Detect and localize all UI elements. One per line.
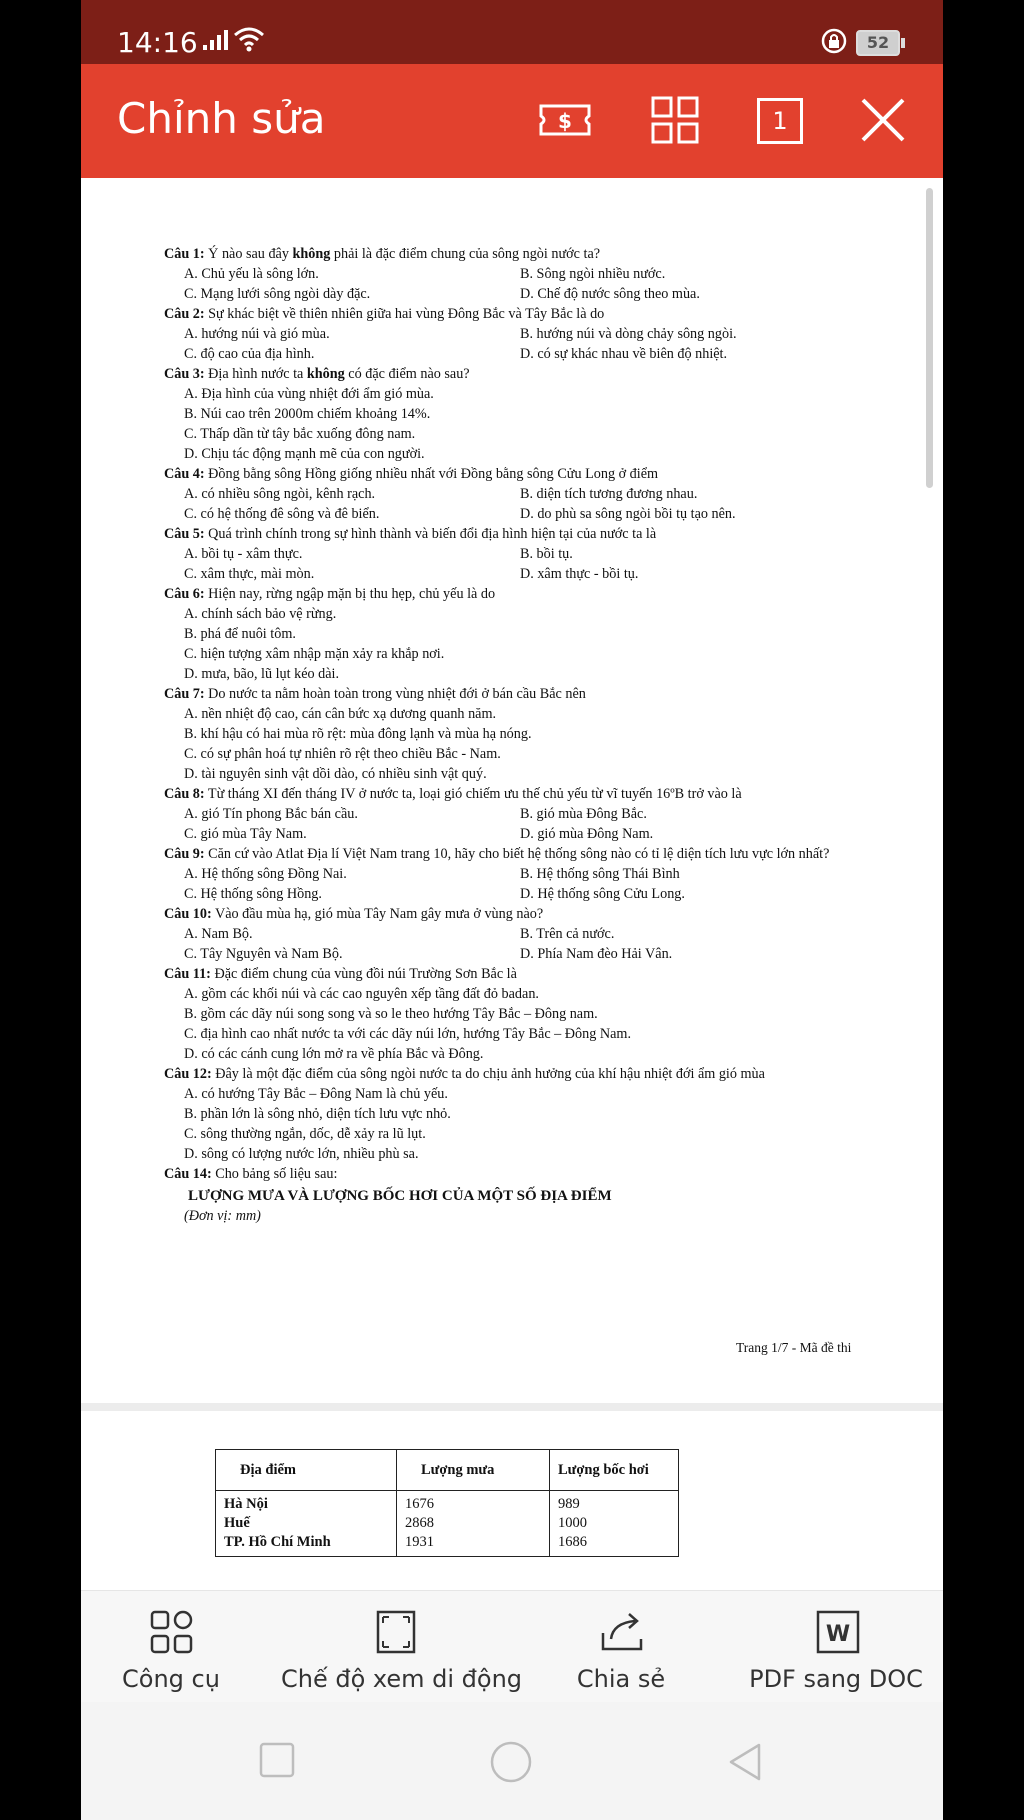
answer-row [164, 404, 876, 424]
answer-row [164, 484, 876, 504]
answer-row [164, 944, 876, 964]
answer-option: C. độ cao của địa hình. [184, 346, 315, 362]
answer-row [164, 504, 876, 524]
question-item [164, 1164, 876, 1184]
answer-row [164, 344, 876, 364]
table-header-row [216, 1450, 679, 1491]
answer-option: A. bồi tụ - xâm thực. [184, 546, 303, 562]
wifi-icon [233, 26, 265, 52]
action-label: Công cụ [122, 1665, 220, 1693]
table-unit: (Đơn vị: mm) [184, 1208, 261, 1224]
document-page-1 [81, 178, 943, 1403]
question-number: Câu 2: [164, 306, 205, 322]
close-icon[interactable] [855, 92, 911, 148]
answer-option: A. Chủ yếu là sông lớn. [184, 266, 319, 282]
answer-option: B. phần lớn là sông nhỏ, diện tích lưu vực nhỏ. [184, 1106, 451, 1122]
answer-option: C. Tây Nguyên và Nam Bộ. [184, 946, 343, 962]
table-cell-places [216, 1491, 397, 1557]
question-number: Câu 7: [164, 686, 205, 702]
question-number: Câu 8: [164, 786, 205, 802]
answer-option: D. có sự khác nhau về biên độ nhiệt. [520, 346, 728, 362]
answer-row [164, 644, 876, 664]
system-nav-bar [81, 1702, 943, 1820]
tools-button[interactable] [101, 1591, 241, 1703]
question-text: Ý nào sau đây [208, 246, 293, 262]
signal-icon [203, 30, 229, 50]
grid-view-icon[interactable] [647, 92, 703, 148]
question-number: Câu 12: [164, 1066, 212, 1082]
answer-row [164, 864, 876, 884]
place-name: TP. Hồ Chí Minh [224, 1534, 331, 1550]
answer-option: D. sông có lượng nước lớn, nhiều phù sa. [184, 1146, 419, 1162]
status-time: 14:16 [117, 26, 198, 59]
page-footer: Trang 1/7 - Mã đề thi [736, 1340, 852, 1355]
question-emphasis: không [292, 246, 331, 262]
answer-option: B. Sông ngòi nhiều nước. [520, 266, 666, 282]
svg-text:$: $ [558, 109, 572, 133]
question-item [164, 844, 876, 864]
recent-apps-icon[interactable] [259, 1742, 295, 1778]
table-cell-rain [397, 1491, 550, 1557]
answer-row [164, 824, 876, 844]
answer-option: C. gió mùa Tây Nam. [184, 826, 307, 842]
answer-row [164, 664, 876, 684]
answer-row [164, 1084, 876, 1104]
answer-row [164, 1124, 876, 1144]
answer-row [164, 384, 876, 404]
currency-icon[interactable] [537, 92, 593, 148]
table-header-cell: Địa điểm [216, 1450, 397, 1491]
table-header-cell: Lượng bốc hơi [550, 1450, 679, 1491]
question-text: Đây là một đặc điểm của sông ngòi nước ta do chịu ảnh hưởng của khí hậu nhiệt đới ẩm gió mùa [215, 1066, 765, 1082]
answer-row [164, 764, 876, 784]
rotation-lock-icon [821, 28, 847, 54]
data-table [215, 1449, 679, 1557]
question-text: Đặc điểm chung của vùng đồi núi Trường Sơn Bắc là [214, 966, 517, 982]
answer-option: B. diện tích tương đương nhau. [520, 486, 698, 502]
answer-row [164, 1044, 876, 1064]
action-label: Chia sẻ [576, 1665, 666, 1693]
bottom-action-bar [81, 1590, 943, 1703]
answer-option: D. do phù sa sông ngòi bồi tụ tạo nên. [520, 506, 736, 522]
back-icon[interactable] [727, 1742, 763, 1782]
answer-option: C. xâm thực, mài mòn. [184, 566, 315, 582]
answer-row [164, 324, 876, 344]
answer-option: A. Địa hình của vùng nhiệt đới ẩm gió mùa. [184, 386, 434, 402]
answer-option: D. tài nguyên sinh vật dồi dào, có nhiều sinh vật quý. [184, 766, 487, 782]
share-icon [599, 1609, 645, 1655]
action-label: Chế độ xem di động [281, 1665, 523, 1693]
answer-option: B. Hệ thống sông Thái Bình [520, 866, 680, 882]
question-number: Câu 1: [164, 246, 205, 262]
question-number: Câu 10: [164, 906, 212, 922]
rain-value: 2868 [405, 1515, 434, 1531]
place-name: Huế [224, 1515, 250, 1531]
toolbar-title: Chỉnh sửa [117, 94, 326, 143]
answer-row [164, 624, 876, 644]
answer-option: A. chính sách bảo vệ rừng. [184, 606, 337, 622]
question-text: Cho bảng số liệu sau: [215, 1166, 338, 1182]
rain-value: 1676 [405, 1496, 434, 1512]
answer-option: A. hướng núi và gió mùa. [184, 326, 330, 342]
question-text: Sự khác biệt về thiên nhiên giữa hai vùng Đông Bắc và Tây Bắc là do [208, 306, 605, 322]
answer-option: A. có hướng Tây Bắc – Đông Nam là chủ yếu. [184, 1086, 448, 1102]
document-page-2 [81, 1411, 943, 1590]
answer-row [164, 1144, 876, 1164]
question-text: có đặc điểm nào sau? [344, 366, 470, 382]
action-label: PDF sang DOC [749, 1665, 923, 1693]
answer-option: C. Hệ thống sông Hồng. [184, 886, 322, 902]
evap-value: 989 [558, 1496, 580, 1512]
answer-row [164, 1104, 876, 1124]
question-text: Do nước ta nằm hoàn toàn trong vùng nhiệt đới ở bán cầu Bắc nên [208, 686, 586, 702]
answer-row [164, 884, 876, 904]
answer-option: D. mưa, bão, lũ lụt kéo dài. [184, 666, 340, 682]
answer-option: B. hướng núi và dòng chảy sông ngòi. [520, 326, 737, 342]
answer-row [164, 264, 876, 284]
question-number: Câu 5: [164, 526, 205, 542]
answer-option: B. khí hậu có hai mùa rõ rệt: mùa đông lạnh và mùa hạ nóng. [184, 726, 532, 742]
answer-row [164, 424, 876, 444]
answer-option: A. gió Tín phong Bắc bán cầu. [184, 806, 358, 822]
answer-option: A. nền nhiệt độ cao, cán cân bức xạ dương quanh năm. [184, 706, 497, 722]
place-name: Hà Nội [224, 1496, 268, 1512]
phone-screen [81, 0, 943, 1820]
answer-row [164, 724, 876, 744]
question-item [164, 244, 876, 264]
answer-row [164, 924, 876, 944]
answer-option: C. có hệ thống đê sông và đê biển. [184, 506, 380, 522]
answer-option: A. gồm các khối núi và các cao nguyên xếp tầng đất đỏ badan. [184, 986, 539, 1002]
question-text: Từ tháng XI đến tháng IV ở nước ta, loại gió chiếm ưu thế chủ yếu từ vĩ tuyến 16ºB trở vào là [207, 786, 742, 802]
answer-option: B. Trên cả nước. [520, 926, 615, 942]
answer-row [164, 744, 876, 764]
answer-option: D. Chế độ nước sông theo mùa. [520, 286, 700, 302]
answer-row [164, 284, 876, 304]
table-cell-evap [550, 1491, 679, 1557]
question-number: Câu 6: [164, 586, 205, 602]
question-item [164, 1064, 876, 1084]
table-title: LƯỢNG MƯA VÀ LƯỢNG BỐC HƠI CỦA MỘT SỐ ĐỊA ĐIỂM [188, 1188, 612, 1204]
question-text: Đồng bằng sông Hồng giống nhiều nhất với Đồng bằng sông Cửu Long ở điểm [208, 466, 659, 482]
document-viewer[interactable] [81, 178, 943, 1590]
answer-option: B. gồm các dãy núi song song và so le theo hướng Tây Bắc – Đông nam. [184, 1006, 598, 1022]
answer-option: D. xâm thực - bồi tụ. [520, 566, 639, 582]
question-item [164, 364, 876, 384]
answer-option: B. phá để nuôi tôm. [184, 626, 296, 642]
answer-option: B. Núi cao trên 2000m chiếm khoảng 14%. [184, 406, 431, 422]
question-text: Căn cứ vào Atlat Địa lí Việt Nam trang 10, hãy cho biết hệ thống sông nào có tỉ lệ diện tích lưu vực lớn nhất? [208, 846, 830, 862]
answer-row [164, 604, 876, 624]
answer-option: D. Hệ thống sông Cửu Long. [520, 886, 685, 902]
app-toolbar [81, 64, 943, 178]
svg-text:W: W [825, 1622, 851, 1647]
page-separator [81, 1403, 943, 1411]
answer-option: C. Mạng lưới sông ngòi dày đặc. [184, 286, 371, 302]
answer-option: C. có sự phân hoá tự nhiên rõ rệt theo chiều Bắc - Nam. [184, 746, 501, 762]
question-text: Quá trình chính trong sự hình thành và biến đổi địa hình hiện tại của nước ta là [208, 526, 657, 542]
question-number: Câu 14: [164, 1166, 212, 1182]
answer-option: C. Thấp dần từ tây bắc xuống đông nam. [184, 426, 416, 442]
answer-option: B. bồi tụ. [520, 546, 573, 562]
answer-option: A. Hệ thống sông Đồng Nai. [184, 866, 347, 882]
pdf-to-doc-button[interactable] [741, 1591, 931, 1703]
question-item [164, 784, 876, 804]
question-item [164, 964, 876, 984]
rain-value: 1931 [405, 1534, 434, 1550]
battery-indicator: 52 [856, 30, 900, 56]
question-text: Vào đầu mùa hạ, gió mùa Tây Nam gây mưa ở vùng nào? [215, 906, 544, 922]
share-button[interactable] [551, 1591, 691, 1703]
tools-icon [149, 1609, 195, 1655]
mobile-view-icon [375, 1609, 417, 1655]
status-bar [81, 0, 943, 64]
word-icon [815, 1609, 861, 1655]
mobile-view-button[interactable] [281, 1591, 523, 1703]
question-item [164, 464, 876, 484]
question-number: Câu 11: [164, 966, 211, 982]
question-emphasis: không [306, 366, 345, 382]
question-number: Câu 3: [164, 366, 205, 382]
question-text: phải là đặc điểm chung của sông ngòi nước ta? [330, 246, 601, 262]
question-item [164, 524, 876, 544]
question-item [164, 304, 876, 324]
answer-option: D. Phía Nam đèo Hải Vân. [520, 946, 673, 962]
question-number: Câu 4: [164, 466, 205, 482]
document-scrollbar[interactable] [926, 188, 933, 488]
question-list [164, 244, 876, 1226]
answer-row [164, 444, 876, 464]
question-item [164, 684, 876, 704]
answer-row [164, 984, 876, 1004]
answer-row [164, 1004, 876, 1024]
table-row [216, 1491, 679, 1557]
page-number-icon[interactable] [751, 92, 807, 148]
home-icon[interactable] [489, 1740, 533, 1784]
answer-option: C. hiện tượng xâm nhập mặn xảy ra khắp nơi. [184, 646, 445, 662]
answer-row [164, 544, 876, 564]
answer-option: D. gió mùa Đông Nam. [520, 826, 654, 842]
answer-option: D. có các cánh cung lớn mở ra về phía Bắc và Đông. [184, 1046, 484, 1062]
table-header-cell: Lượng mưa [397, 1450, 550, 1491]
answer-row [164, 804, 876, 824]
question-number: Câu 9: [164, 846, 205, 862]
page-number-label: 1 [757, 98, 803, 144]
answer-row [164, 704, 876, 724]
answer-option: D. Chịu tác động mạnh mẽ của con người. [184, 446, 425, 462]
answer-option: C. sông thường ngắn, dốc, dễ xảy ra lũ lụt. [184, 1126, 426, 1142]
question-text: Hiện nay, rừng ngập mặn bị thu hẹp, chủ yếu là do [208, 586, 496, 602]
evap-value: 1000 [558, 1515, 587, 1531]
answer-option: B. gió mùa Đông Bắc. [520, 806, 647, 822]
answer-row [164, 564, 876, 584]
question-text: Địa hình nước ta [208, 366, 307, 382]
evap-value: 1686 [558, 1534, 587, 1550]
question-item [164, 584, 876, 604]
question-item [164, 904, 876, 924]
answer-option: C. địa hình cao nhất nước ta với các dãy núi lớn, hướng Tây Bắc – Đông Nam. [184, 1026, 632, 1042]
answer-option: A. có nhiều sông ngòi, kênh rạch. [184, 486, 376, 502]
answer-row [164, 1024, 876, 1044]
answer-option: A. Nam Bộ. [184, 926, 253, 942]
